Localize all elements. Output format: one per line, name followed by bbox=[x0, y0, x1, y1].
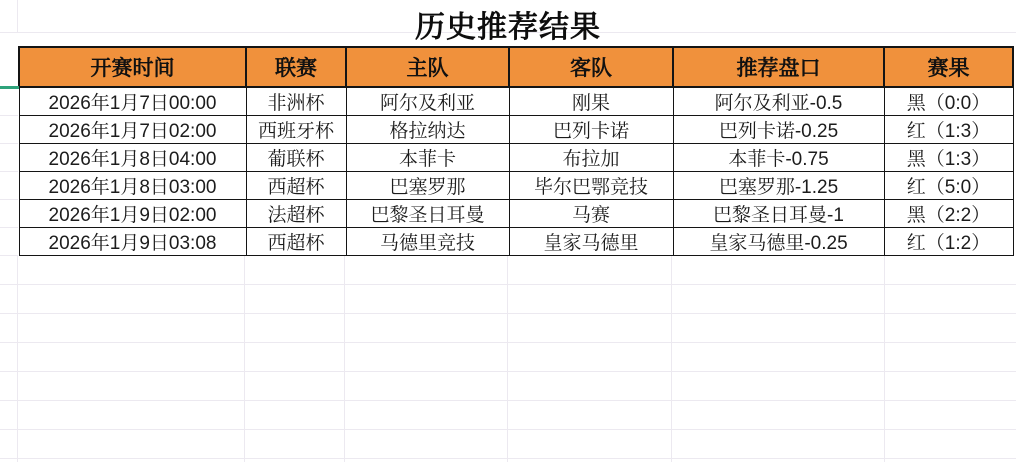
cell-home-team[interactable]: 巴黎圣日耳曼 bbox=[346, 200, 509, 228]
column-header-start-time[interactable]: 开赛时间 bbox=[19, 47, 246, 87]
table-row bbox=[19, 116, 1013, 144]
cell-handicap[interactable]: 阿尔及利亚-0.5 bbox=[673, 87, 884, 116]
results-table-body bbox=[19, 87, 1013, 256]
gridline-col-d bbox=[507, 256, 508, 462]
cell-league[interactable]: 葡联杯 bbox=[246, 144, 346, 172]
gridline-col-c bbox=[344, 256, 345, 462]
page-title: 历史推荐结果 bbox=[415, 11, 601, 44]
cell-handicap[interactable]: 巴黎圣日耳曼-1 bbox=[673, 200, 884, 228]
cell-league[interactable]: 西超杯 bbox=[246, 228, 346, 256]
gridline-col-b bbox=[244, 256, 245, 462]
column-header-handicap[interactable]: 推荐盘口 bbox=[673, 47, 884, 87]
column-header-away-team[interactable]: 客队 bbox=[509, 47, 673, 87]
cell-result[interactable]: 黑（0:0） bbox=[884, 87, 1013, 116]
cell-result[interactable]: 黑（2:2） bbox=[884, 200, 1013, 228]
cell-result[interactable]: 黑（1:3） bbox=[884, 144, 1013, 172]
cell-league[interactable]: 西超杯 bbox=[246, 172, 346, 200]
cell-home-team[interactable]: 本菲卡 bbox=[346, 144, 509, 172]
results-table-header bbox=[19, 47, 1013, 87]
cell-away-team[interactable]: 马赛 bbox=[509, 200, 673, 228]
cell-start-time[interactable]: 2026年1月7日02:00 bbox=[19, 116, 246, 144]
gridline-col-f bbox=[884, 256, 885, 462]
cell-start-time[interactable]: 2026年1月8日03:00 bbox=[19, 172, 246, 200]
gridline-col-e bbox=[671, 256, 672, 462]
cell-league[interactable]: 非洲杯 bbox=[246, 87, 346, 116]
cell-result[interactable]: 红（5:0） bbox=[884, 172, 1013, 200]
results-table bbox=[18, 46, 1014, 256]
cell-home-team[interactable]: 马德里竞技 bbox=[346, 228, 509, 256]
table-row bbox=[19, 228, 1013, 256]
cell-home-team[interactable]: 巴塞罗那 bbox=[346, 172, 509, 200]
cell-result[interactable]: 红（1:3） bbox=[884, 116, 1013, 144]
column-header-home-team[interactable]: 主队 bbox=[346, 47, 509, 87]
cell-away-team[interactable]: 巴列卡诺 bbox=[509, 116, 673, 144]
cell-home-team[interactable]: 格拉纳达 bbox=[346, 116, 509, 144]
cell-handicap[interactable]: 巴塞罗那-1.25 bbox=[673, 172, 884, 200]
table-row bbox=[19, 144, 1013, 172]
cell-away-team[interactable]: 刚果 bbox=[509, 87, 673, 116]
cell-handicap[interactable]: 本菲卡-0.75 bbox=[673, 144, 884, 172]
cell-start-time[interactable]: 2026年1月9日03:08 bbox=[19, 228, 246, 256]
cell-league[interactable]: 西班牙杯 bbox=[246, 116, 346, 144]
gridline-empty-rows bbox=[0, 256, 1016, 462]
gridline-col-a bbox=[17, 256, 18, 462]
table-row bbox=[19, 200, 1013, 228]
header-row bbox=[19, 47, 1013, 87]
cell-away-team[interactable]: 毕尔巴鄂竞技 bbox=[509, 172, 673, 200]
cell-handicap[interactable]: 巴列卡诺-0.25 bbox=[673, 116, 884, 144]
cell-result[interactable]: 红（1:2） bbox=[884, 228, 1013, 256]
cell-handicap[interactable]: 皇家马德里-0.25 bbox=[673, 228, 884, 256]
column-header-result[interactable]: 赛果 bbox=[884, 47, 1013, 87]
cell-league[interactable]: 法超杯 bbox=[246, 200, 346, 228]
cell-away-team[interactable]: 皇家马德里 bbox=[509, 228, 673, 256]
table-row bbox=[19, 172, 1013, 200]
cell-start-time[interactable]: 2026年1月7日00:00 bbox=[19, 87, 246, 116]
cell-home-team[interactable]: 阿尔及利亚 bbox=[346, 87, 509, 116]
table-row bbox=[19, 87, 1013, 116]
freeze-pane-indicator bbox=[0, 86, 19, 89]
cell-start-time[interactable]: 2026年1月8日04:00 bbox=[19, 144, 246, 172]
gridline-left-gutter-rows bbox=[0, 88, 18, 256]
cell-away-team[interactable]: 布拉加 bbox=[509, 144, 673, 172]
cell-start-time[interactable]: 2026年1月9日02:00 bbox=[19, 200, 246, 228]
column-header-league[interactable]: 联赛 bbox=[246, 47, 346, 87]
